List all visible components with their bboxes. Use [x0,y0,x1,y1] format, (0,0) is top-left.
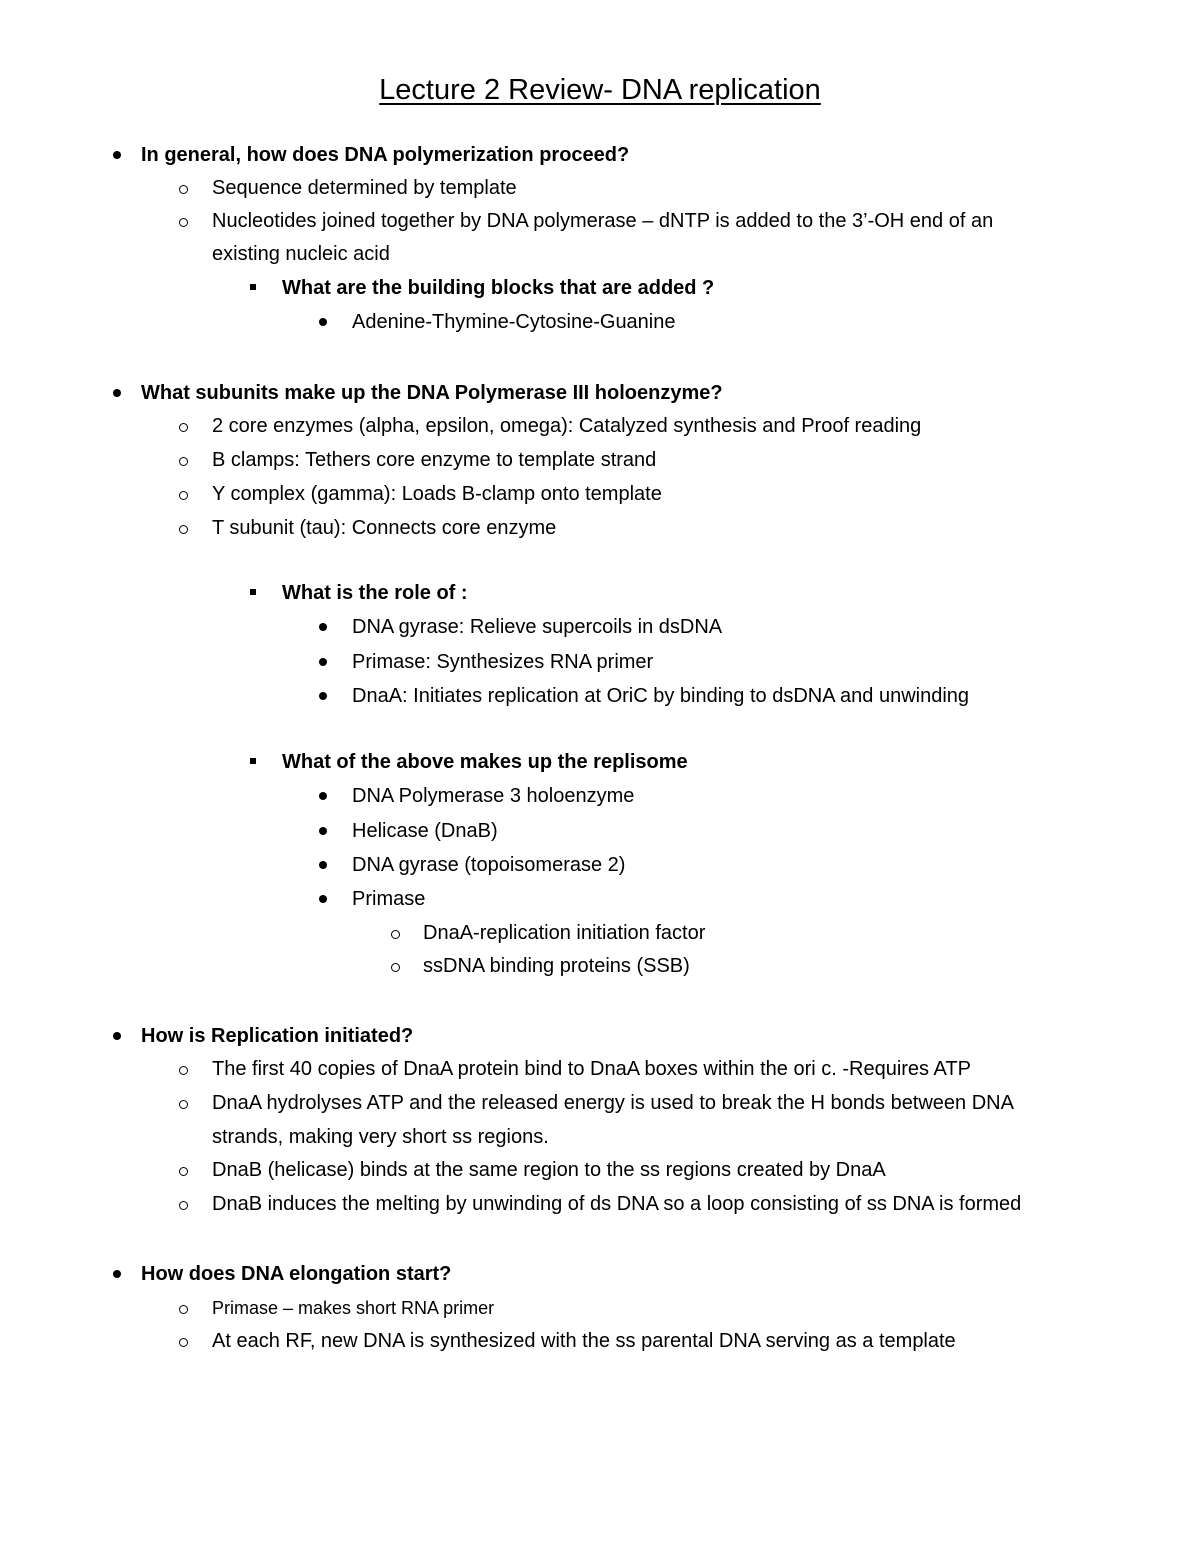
bullet-icon [113,1032,121,1040]
question-heading: How is Replication initiated? [141,1025,414,1047]
list-item: T subunit (tau): Connects core enzyme [212,517,557,539]
bullet-icon [319,658,327,666]
list-item: Sequence determined by template [212,177,517,199]
list-item: Primase [352,888,426,910]
list-item: DnaA hydrolyses ATP and the released energy is used to break the H bonds between DNA [212,1092,1014,1114]
list-item: Y complex (gamma): Loads B-clamp onto template [212,483,662,505]
bullet-icon [319,318,327,326]
circle-bullet-icon [179,491,188,500]
circle-bullet-icon [391,963,400,972]
circle-bullet-icon [179,1100,188,1109]
list-item: DnaB induces the melting by unwinding of ds DNA so a loop consisting of ss DNA is formed [212,1193,1022,1215]
list-item: Helicase (DnaB) [352,820,498,842]
bullet-icon [113,1270,121,1278]
circle-bullet-icon [179,423,188,432]
list-item: DnaB (helicase) binds at the same region to the ss regions created by DnaA [212,1159,886,1181]
question-heading: What subunits make up the DNA Polymerase III holoenzyme? [141,382,723,404]
bullet-icon [319,623,327,631]
circle-bullet-icon [179,1066,188,1075]
circle-bullet-icon [391,930,400,939]
circle-bullet-icon [179,1338,188,1347]
square-bullet-icon [250,589,256,595]
bullet-icon [319,895,327,903]
list-item: Nucleotides joined together by DNA polymerase – dNTP is added to the 3’-OH end of an [212,210,994,232]
circle-bullet-icon [179,1305,188,1314]
sub-question: What of the above makes up the replisome [282,751,688,773]
list-item-continuation: strands, making very short ss regions. [212,1126,549,1148]
circle-bullet-icon [179,1201,188,1210]
list-item: ssDNA binding proteins (SSB) [423,955,690,977]
list-item: DnaA: Initiates replication at OriC by binding to dsDNA and unwinding [352,685,970,707]
square-bullet-icon [250,758,256,764]
list-item: DNA gyrase: Relieve supercoils in dsDNA [352,616,723,638]
page-title: Lecture 2 Review- DNA replication [379,74,821,106]
circle-bullet-icon [179,457,188,466]
list-item: B clamps: Tethers core enzyme to template strand [212,449,657,471]
list-item: DNA gyrase (topoisomerase 2) [352,854,626,876]
list-item: 2 core enzymes (alpha, epsilon, omega): Catalyzed synthesis and Proof reading [212,415,922,437]
square-bullet-icon [250,284,256,290]
list-item: DNA Polymerase 3 holoenzyme [352,785,635,807]
list-item-continuation: existing nucleic acid [212,243,390,265]
bullet-icon [113,389,121,397]
bullet-icon [319,792,327,800]
bullet-icon [319,827,327,835]
bullet-icon [319,861,327,869]
list-item: DnaA-replication initiation factor [423,922,706,944]
circle-bullet-icon [179,218,188,227]
question-heading: In general, how does DNA polymerization proceed? [141,144,630,166]
sub-question: What is the role of : [282,582,468,604]
list-item: Primase: Synthesizes RNA primer [352,651,654,673]
circle-bullet-icon [179,185,188,194]
list-item: Primase – makes short RNA primer [212,1298,495,1318]
circle-bullet-icon [179,1167,188,1176]
question-heading: How does DNA elongation start? [141,1263,452,1285]
bullet-icon [113,151,121,159]
list-item: The first 40 copies of DnaA protein bind to DnaA boxes within the ori c. -Requires ATP [212,1058,971,1080]
sub-question: What are the building blocks that are added ? [282,277,715,299]
list-item: Adenine-Thymine-Cytosine-Guanine [352,311,676,333]
list-item: At each RF, new DNA is synthesized with the ss parental DNA serving as a template [212,1330,956,1352]
bullet-icon [319,692,327,700]
circle-bullet-icon [179,525,188,534]
